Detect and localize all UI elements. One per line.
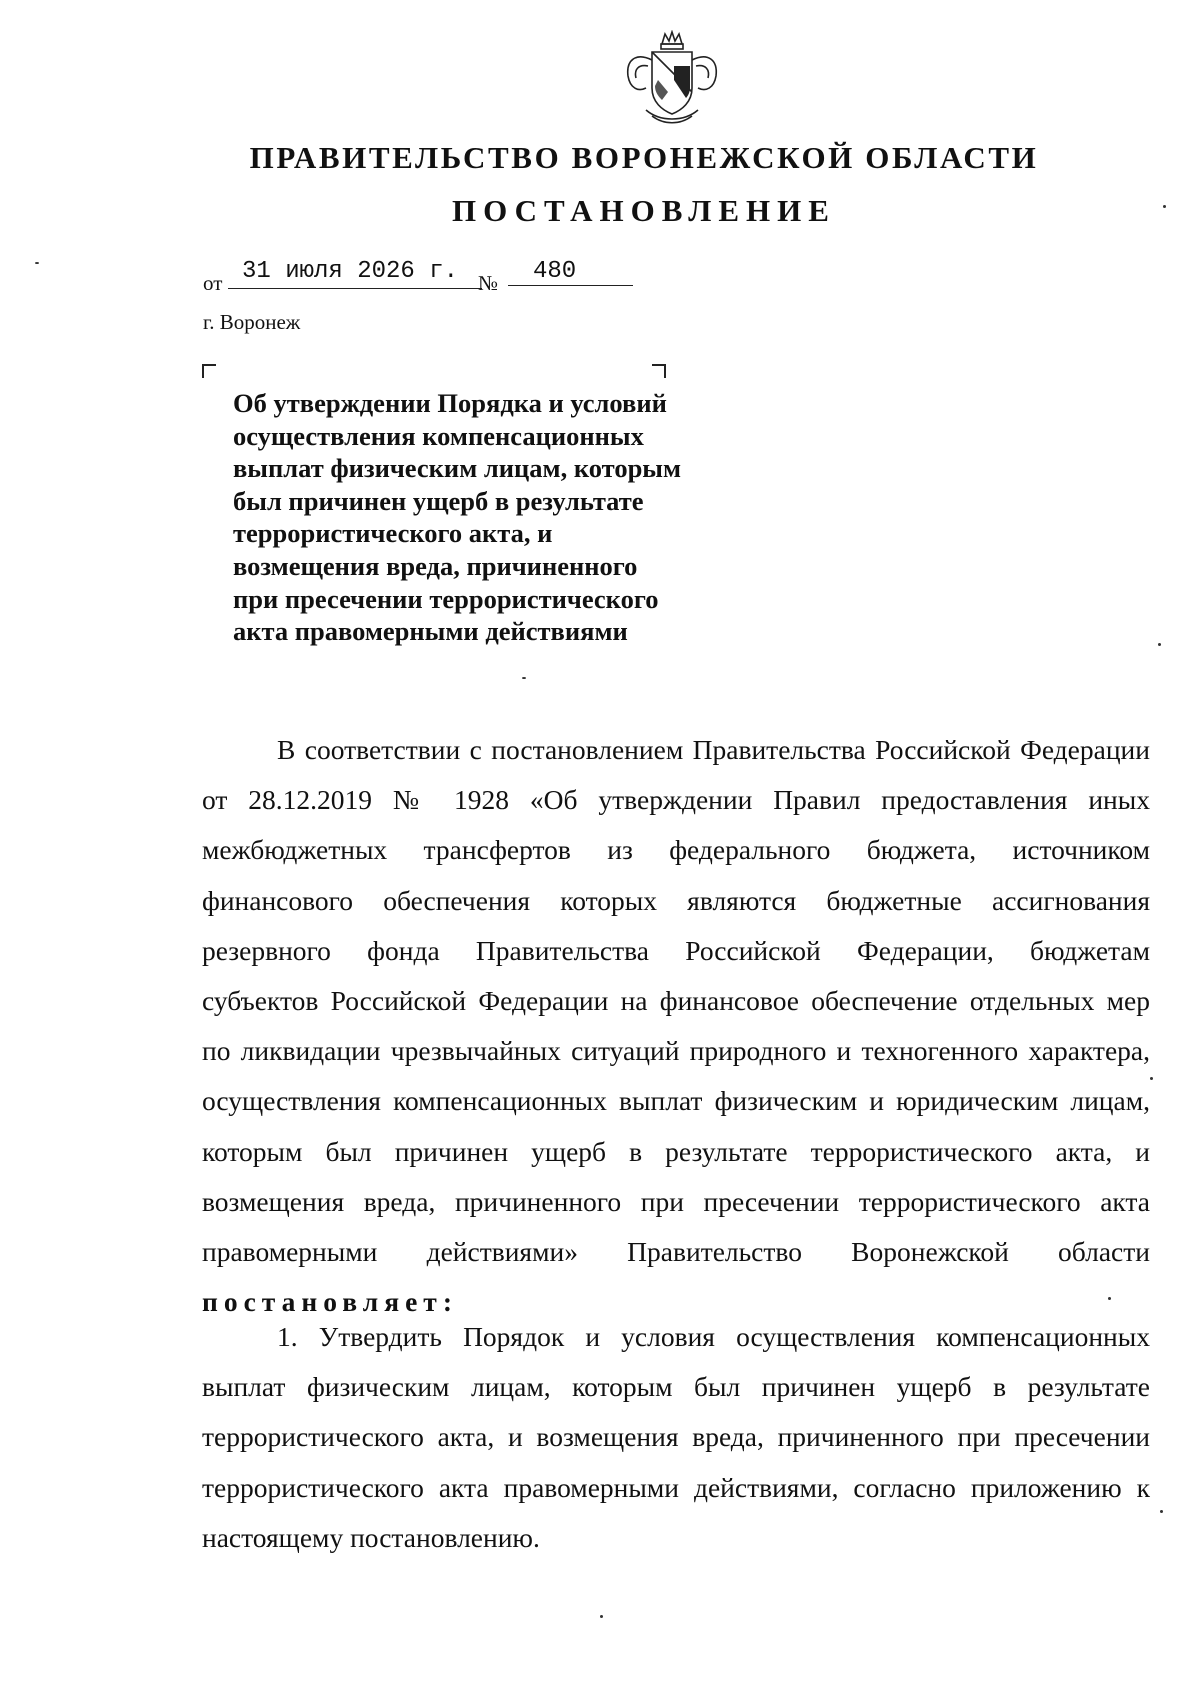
number-prefix: № <box>478 271 499 295</box>
paragraph-line: террористического акта, и возмещения вреда, причиненного при пресечении <box>202 1421 1150 1453</box>
paragraph-line: межбюджетных трансфертов из федерального бюджета, источником <box>202 834 1150 866</box>
clause-1 <box>202 1312 1150 1563</box>
government-title: ПРАВИТЕЛЬСТВО ВОРОНЕЖСКОЙ ОБЛАСТИ <box>249 140 1039 175</box>
paragraph-line: которым был причинен ущерб в результате террористического акта, и <box>202 1135 1150 1167</box>
paragraph-line: резервного фонда Правительства Российской Федерации, бюджетам <box>202 934 1150 966</box>
coat-of-arms-icon <box>622 30 722 128</box>
document-type: ПОСТАНОВЛЕНИЕ <box>452 193 836 228</box>
subject-bracket-left <box>202 364 216 378</box>
paragraph-line: возмещения вреда, причиненного при пресечении террористического акта <box>202 1185 1150 1217</box>
subject-bracket-right <box>652 364 666 378</box>
paragraph-line: субъектов Российской Федерации на финансовое обеспечение отдельных мер <box>202 984 1150 1016</box>
subject-line: террористического акта, и <box>233 518 553 549</box>
scan-speck <box>1163 205 1166 208</box>
number-field: 480 <box>508 258 633 286</box>
scan-speck <box>1158 643 1161 646</box>
subject-line: осуществления компенсационных <box>233 420 644 451</box>
subject-line: акта правомерными действиями <box>233 616 628 647</box>
subject-line: Об утверждении Порядка и условий <box>233 388 667 418</box>
subject-line: при пресечении террористического <box>233 583 659 614</box>
paragraph-line: террористического акта правомерными действиями, согласно приложению к <box>202 1471 1150 1503</box>
scan-speck <box>600 1615 603 1618</box>
scan-speck <box>35 262 39 264</box>
scan-speck <box>1150 1077 1153 1080</box>
paragraph-line: правомерными действиями» Правительство Воронежской области <box>202 1235 1150 1267</box>
scan-speck <box>1160 1510 1163 1513</box>
scan-speck <box>1108 1297 1111 1300</box>
subject-line: выплат физическим лицам, которым <box>233 453 682 484</box>
paragraph-line: В соответствии с постановлением Правительства Российской Федерации <box>277 734 1150 765</box>
document-subject <box>233 387 753 648</box>
paragraph-line: финансового обеспечения которых являются бюджетные ассигнования <box>202 884 1150 916</box>
subject-line: был причинен ущерб в результате <box>233 485 644 516</box>
paragraph-line: 1. Утвердить Порядок и условия осуществления компенсационных <box>277 1321 1150 1352</box>
paragraph-line: выплат физическим лицам, которым был причинен ущерб в результате <box>202 1371 1150 1403</box>
city-name: г. Воронеж <box>203 310 301 334</box>
paragraph-line: настоящему постановлению. <box>202 1521 540 1553</box>
date-prefix: от <box>203 271 223 295</box>
paragraph-line: осуществления компенсационных выплат физическим и юридическим лицам, <box>202 1085 1150 1117</box>
preamble-paragraph <box>202 725 1150 1327</box>
paragraph-line: от 28.12.2019 № 1928 «Об утверждении Правил предоставления иных <box>202 784 1150 816</box>
date-field: 31 июля 2026 г. <box>228 258 482 289</box>
paragraph-line: по ликвидации чрезвычайных ситуаций природного и техногенного характера, <box>202 1035 1150 1067</box>
scan-speck <box>522 677 526 679</box>
resolve-word: постановляет: <box>202 1286 458 1318</box>
subject-line: возмещения вреда, причиненного <box>233 550 638 581</box>
